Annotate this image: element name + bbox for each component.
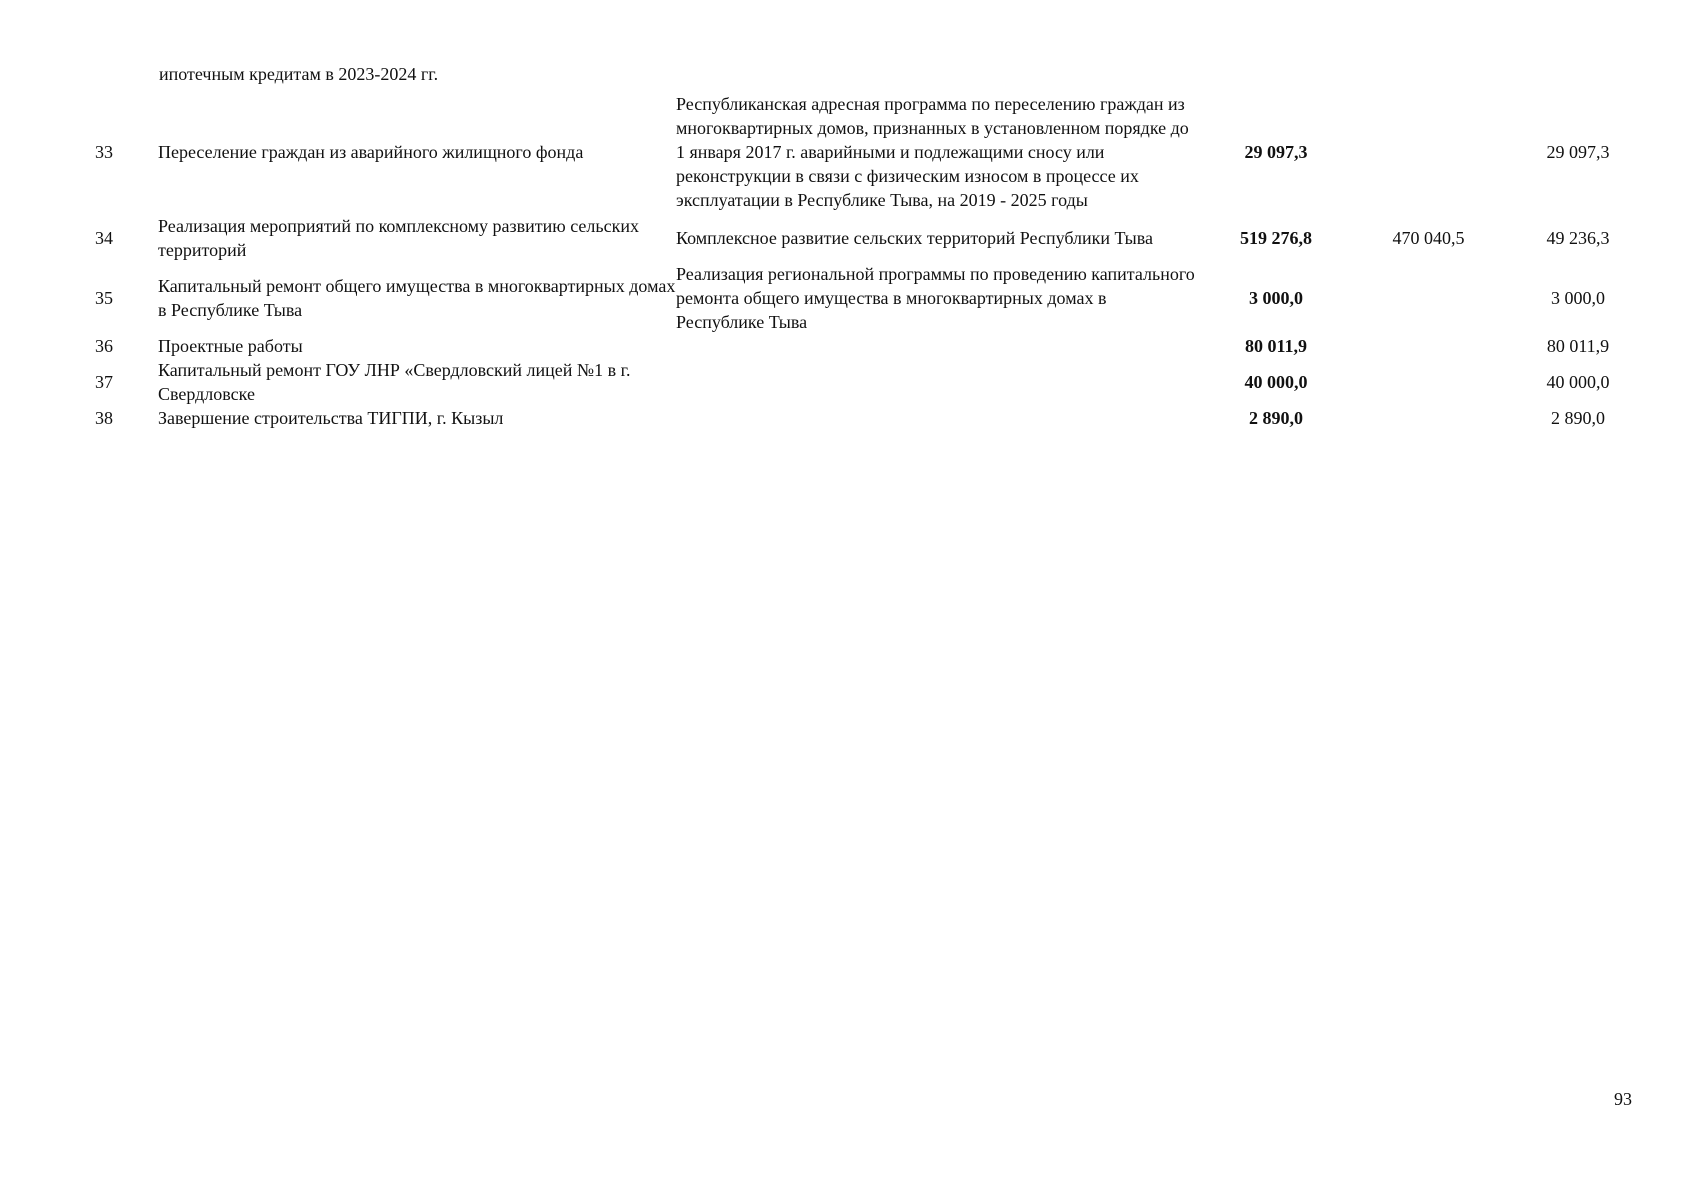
regional-amount: 40 000,0 — [1546, 372, 1610, 392]
program-name — [676, 334, 1196, 358]
program-name — [676, 358, 1196, 406]
row-number: 35 — [95, 288, 113, 308]
event-name: Завершение строительства ТИГПИ, г. Кызыл — [158, 408, 504, 428]
row-number: 34 — [95, 228, 113, 248]
row-number: 37 — [95, 372, 113, 392]
regional-amount: 29 097,3 — [1546, 142, 1610, 162]
table-row — [95, 406, 1655, 430]
federal-amount — [1356, 334, 1501, 358]
event-name: Проектные работы — [158, 336, 303, 356]
event-name: Капитальный ремонт общего имущества в многоквартирных домах в Республике Тыва — [158, 276, 676, 320]
table-row — [95, 334, 1655, 358]
regional-amount: 3 000,0 — [1551, 288, 1605, 308]
table-row — [95, 214, 1655, 262]
page-number: 93 — [1614, 1089, 1632, 1109]
event-name: Капитальный ремонт ГОУ ЛНР «Свердловский лицей №1 в г. Свердловске — [158, 360, 631, 404]
regional-amount: 49 236,3 — [1546, 228, 1610, 248]
total-amount: 3 000,0 — [1249, 288, 1303, 308]
program-name: Комплексное развитие сельских территорий Республики Тыва — [676, 228, 1153, 248]
table-row — [95, 90, 1655, 214]
federal-amount — [1356, 262, 1501, 334]
federal-amount — [1356, 406, 1501, 430]
total-amount: 80 011,9 — [1244, 336, 1307, 356]
total-amount: 40 000,0 — [1244, 372, 1308, 392]
federal-amount — [1356, 90, 1501, 214]
row-number: 36 — [95, 336, 113, 356]
regional-amount: 80 011,9 — [1546, 336, 1610, 356]
program-name: Реализация региональной программы по проведению капитального ремонта общего имущества в многоквартирных домах в Республике Тыва — [676, 264, 1195, 332]
total-amount: 2 890,0 — [1249, 408, 1303, 428]
regional-amount: 2 890,0 — [1551, 408, 1605, 428]
row-number: 38 — [95, 408, 113, 428]
table-row — [95, 262, 1655, 334]
federal-amount — [1356, 358, 1501, 406]
federal-amount: 470 040,5 — [1392, 228, 1465, 248]
program-name: Республиканская адресная программа по переселению граждан из многоквартирных домов, признанных в установленном порядке до 1 января 2017 г. аварийными и подлежащими сносу или реконструкции в связи с физическим износом в процессе их эксплуатации в Республике Тыва, на 2019 - 2025 годы — [676, 94, 1189, 210]
total-amount: 29 097,3 — [1244, 142, 1308, 162]
program-name — [676, 406, 1196, 430]
row-number: 33 — [95, 142, 113, 162]
budget-table — [95, 90, 1655, 430]
total-amount: 519 276,8 — [1240, 228, 1312, 248]
continued-row-text: ипотечным кредитам в 2023-2024 гг. — [159, 64, 439, 84]
event-name: Реализация мероприятий по комплексному развитию сельских территорий — [158, 216, 639, 260]
table-row — [95, 358, 1655, 406]
event-name: Переселение граждан из аварийного жилищного фонда — [158, 142, 584, 162]
